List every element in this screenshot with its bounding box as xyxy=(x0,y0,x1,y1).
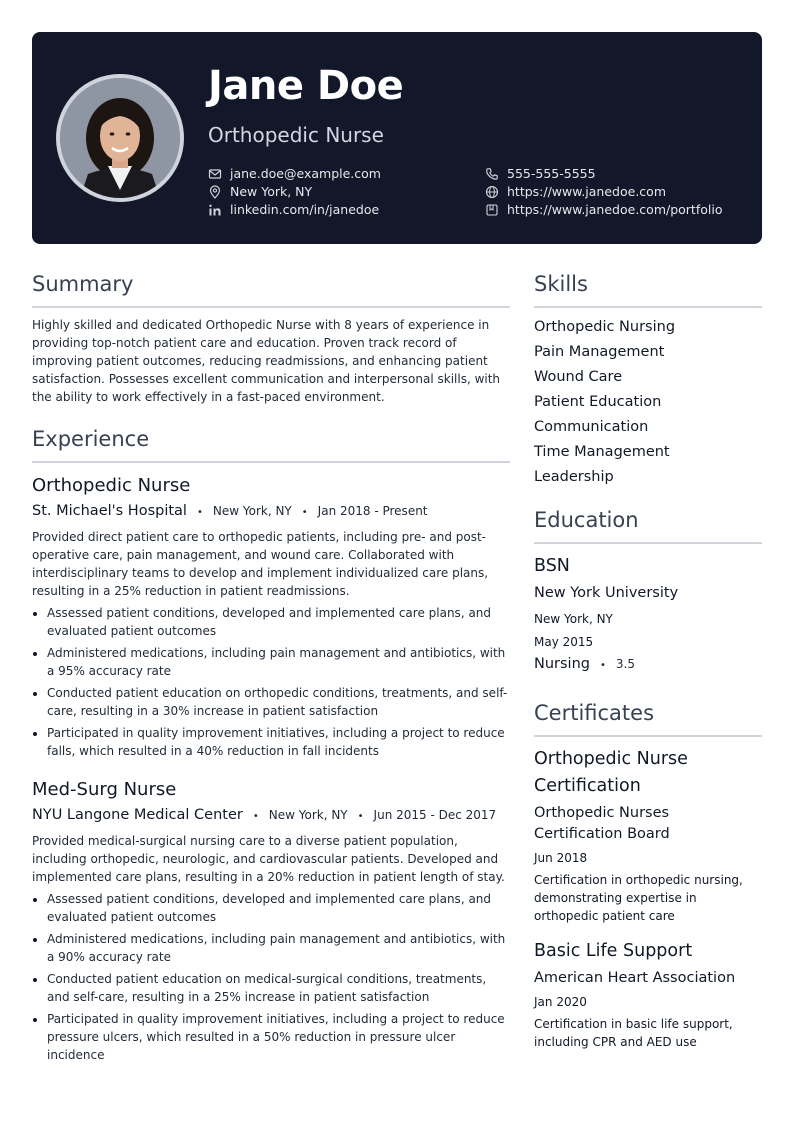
education-degree: BSN xyxy=(534,556,570,576)
contact-linkedin[interactable] xyxy=(208,201,379,219)
certificate-issuer: American Heart Association xyxy=(534,970,736,986)
skill-item: Communication xyxy=(534,419,649,435)
contact-website[interactable] xyxy=(485,183,666,201)
portfolio-icon xyxy=(485,203,499,217)
skills-heading: Skills xyxy=(534,272,588,296)
contact-email-text: jane.doe@example.com xyxy=(230,166,381,181)
education-date: May 2015 xyxy=(534,635,594,649)
certificate-date: Jan 2020 xyxy=(534,995,587,1009)
list-item: Assessed patient conditions, developed and implemented care plans, and evaluated patient outcomes xyxy=(32,890,512,926)
candidate-name: Jane Doe xyxy=(208,63,404,109)
summary-heading: Summary xyxy=(32,272,134,296)
profile-photo xyxy=(60,78,180,198)
certificate-name: Orthopedic Nurse Certification xyxy=(534,749,688,796)
education-location: New York, NY xyxy=(534,612,613,626)
summary-text: Highly skilled and dedicated Orthopedic Nurse with 8 years of experience in providing top-notch patient care and education. Proven track record of improving patient outcomes, reducing readmissions, and enhancing patient satisfaction. Possesses excellent communication and interpersonal skills, with the ability to work effectively in a fast-paced environment. xyxy=(32,318,501,404)
contact-linkedin-text: linkedin.com/in/janedoe xyxy=(230,202,380,217)
linkedin-icon xyxy=(208,203,222,217)
list-item: Conducted patient education on medical-surgical conditions, treatments, and self-care, resulting in a 25% increase in patient satisfaction xyxy=(32,970,512,1006)
job-dates: Jan 2018 - Present xyxy=(317,504,428,518)
job-organization: St. Michael's Hospital xyxy=(32,503,187,519)
certificate-name: Basic Life Support xyxy=(534,941,693,961)
education-school: New York University xyxy=(534,585,679,601)
job-title: Med-Surg Nurse xyxy=(32,779,177,800)
list-item: Conducted patient education on orthopedic conditions, treatments, and self-care, resulting in a 30% increase in patient satisfaction xyxy=(32,684,512,720)
summary-divider xyxy=(32,306,510,308)
list-item: Participated in quality improvement initiatives, including a project to reduce falls, which resulted in a 40% reduction in fall incidents xyxy=(32,724,512,760)
phone-icon xyxy=(485,167,499,181)
list-item: Participated in quality improvement initiatives, including a project to reduce pressure ulcers, which resulted in a 50% reduction in pressure ulcer incidence xyxy=(32,1010,512,1064)
meta-separator: • xyxy=(196,507,203,518)
globe-icon xyxy=(485,185,499,199)
job-meta xyxy=(32,503,428,519)
skill-item: Wound Care xyxy=(534,369,623,385)
certificate-description: Certification in orthopedic nursing, demonstrating expertise in orthopedic patient care xyxy=(534,873,743,923)
job-meta xyxy=(32,807,496,823)
job-title: Orthopedic Nurse xyxy=(32,475,191,496)
list-item: Administered medications, including pain management and antibiotics, with a 90% accuracy rate xyxy=(32,930,512,966)
meta-separator: • xyxy=(301,507,308,518)
job-description: Provided direct patient care to orthopedic patients, including pre- and post-operative care, pain management, and wound care. Collaborated with interdisciplinary teams to develop and implement individualized care plans, resulting in a 25% reduction in patient readmissions. xyxy=(32,530,489,598)
job-description: Provided medical-surgical nursing care to a diverse patient population, including orthopedic, neurologic, and cardiovascular patients. Developed and implemented care plans, resulting in a 20% reduction in patient length of stay. xyxy=(32,834,505,884)
candidate-role: Orthopedic Nurse xyxy=(208,123,384,147)
profile-photo-frame xyxy=(56,74,184,202)
experience-divider xyxy=(32,461,510,463)
job-location: New York, NY xyxy=(268,808,348,822)
contact-location xyxy=(208,183,312,201)
meta-separator: • xyxy=(357,811,364,822)
skills-divider xyxy=(534,306,762,308)
contact-portfolio[interactable] xyxy=(485,201,722,219)
list-item: Administered medications, including pain management and antibiotics, with a 95% accuracy rate xyxy=(32,644,512,680)
skill-item: Orthopedic Nursing xyxy=(534,319,676,335)
contact-website-text: https://www.janedoe.com xyxy=(507,184,666,199)
meta-separator: • xyxy=(252,811,259,822)
skill-item: Leadership xyxy=(534,469,614,485)
education-divider xyxy=(534,542,762,544)
contact-portfolio-text: https://www.janedoe.com/portfolio xyxy=(507,202,723,217)
job-dates: Jun 2015 - Dec 2017 xyxy=(373,808,497,822)
education-heading: Education xyxy=(534,508,639,532)
contact-location-text: New York, NY xyxy=(230,184,313,199)
certificate-issuer: Orthopedic Nurses Certification Board xyxy=(534,805,670,842)
job-location: New York, NY xyxy=(212,504,292,518)
certificate-description: Certification in basic life support, including CPR and AED use xyxy=(534,1017,733,1049)
contact-phone[interactable] xyxy=(485,165,596,183)
list-item: Assessed patient conditions, developed and implemented care plans, and evaluated patient outcomes xyxy=(32,604,512,640)
contact-phone-text: 555-555-5555 xyxy=(507,166,596,181)
skills-list xyxy=(534,317,675,492)
education-field: Nursing xyxy=(534,656,590,672)
location-pin-icon xyxy=(208,185,222,199)
contact-email[interactable] xyxy=(208,165,381,183)
resume-header xyxy=(32,32,762,244)
experience-heading: Experience xyxy=(32,427,150,451)
skill-item: Time Management xyxy=(534,444,670,460)
certificates-heading: Certificates xyxy=(534,701,655,725)
certificate-date: Jun 2018 xyxy=(534,851,588,865)
skill-item: Patient Education xyxy=(534,394,662,410)
meta-separator: • xyxy=(599,660,606,671)
certificates-divider xyxy=(534,735,762,737)
mail-icon xyxy=(208,167,222,181)
education-field-gpa xyxy=(534,656,635,672)
job-achievements xyxy=(32,890,512,1068)
job-organization: NYU Langone Medical Center xyxy=(32,807,243,823)
job-achievements xyxy=(32,604,512,764)
education-gpa: 3.5 xyxy=(615,657,635,671)
skill-item: Pain Management xyxy=(534,344,665,360)
